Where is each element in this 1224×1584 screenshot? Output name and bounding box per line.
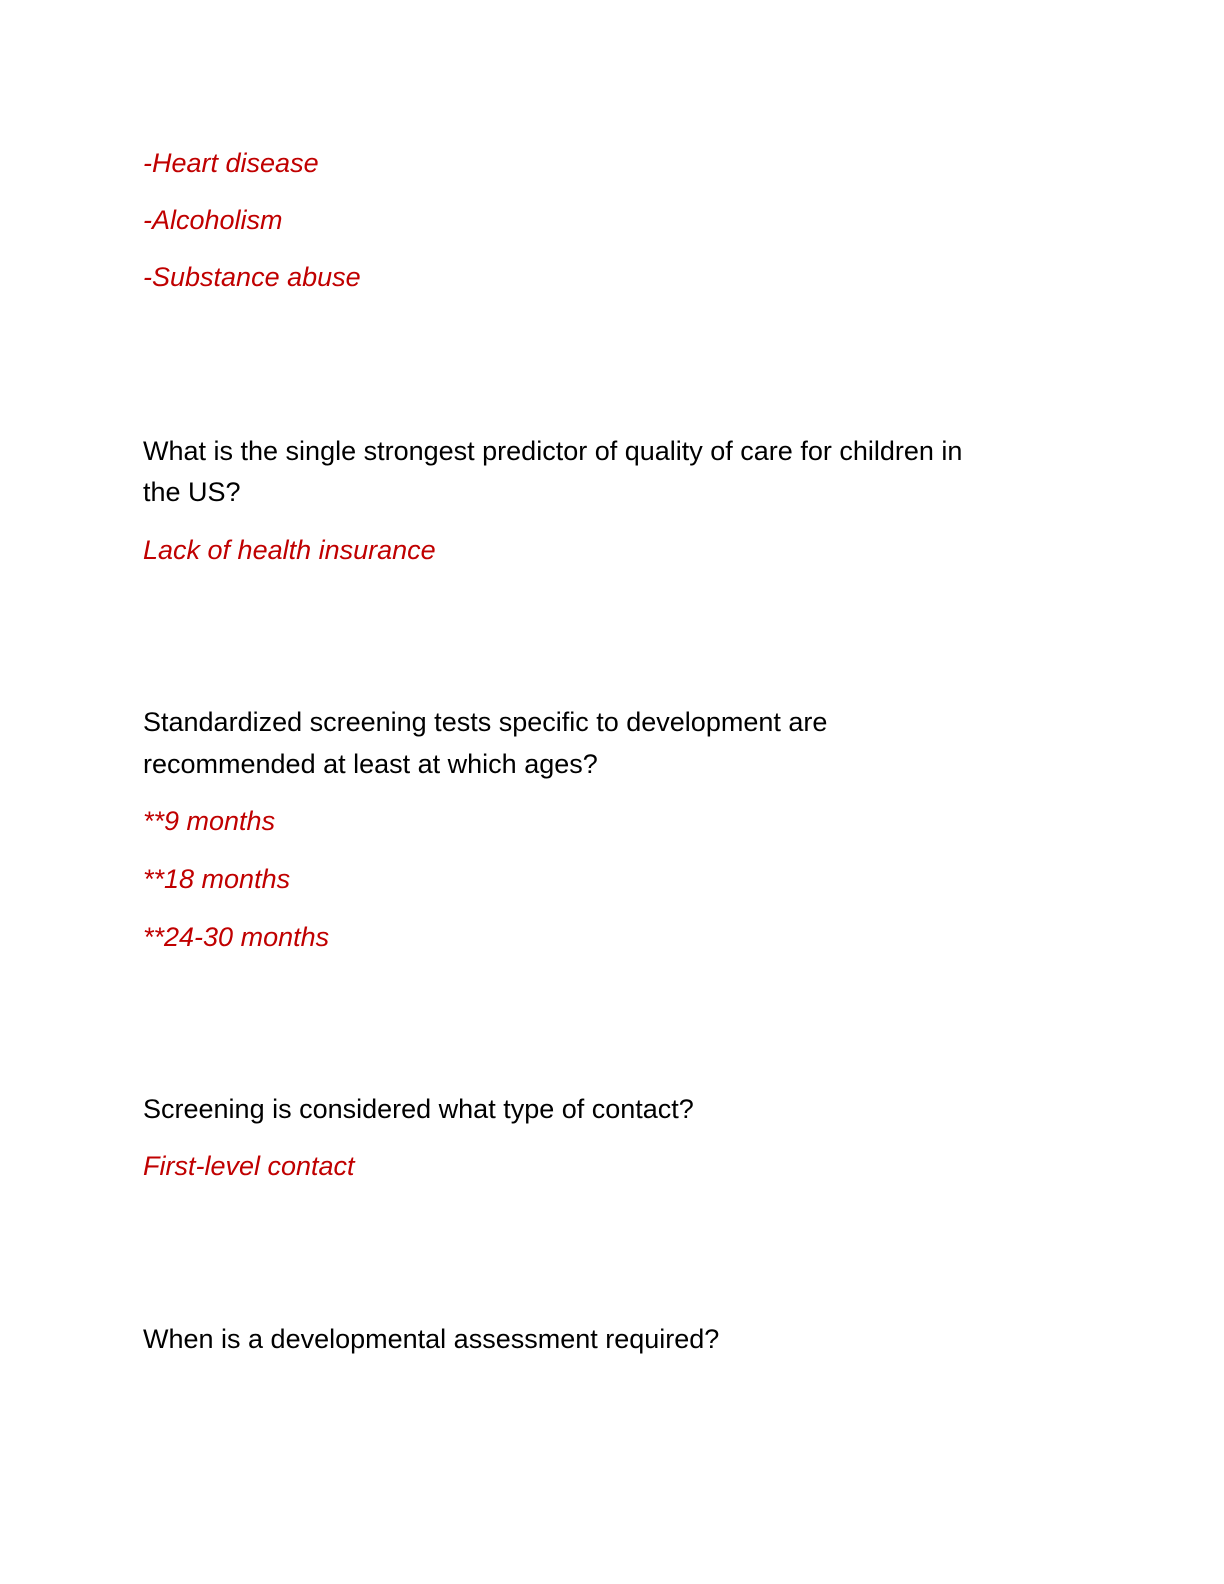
risk-item-alcoholism: -Alcoholism	[143, 205, 283, 235]
answer-2-item-3: **24-30 months	[143, 922, 330, 952]
answer-1: Lack of health insurance	[143, 535, 436, 565]
question-2-line-2: recommended at least at which ages?	[143, 749, 598, 779]
question-1-line-1: What is the single strongest predictor of quality of care for children in	[143, 436, 963, 466]
risk-item-heart-disease: -Heart disease	[143, 148, 319, 178]
question-3: Screening is considered what type of contact?	[143, 1094, 694, 1124]
answer-2-item-1: **9 months	[143, 806, 276, 836]
risk-item-substance-abuse: -Substance abuse	[143, 262, 361, 292]
question-4: When is a developmental assessment required?	[143, 1324, 720, 1354]
question-2-line-1: Standardized screening tests specific to development are	[143, 707, 828, 737]
answer-2-item-2: **18 months	[143, 864, 291, 894]
answer-3: First-level contact	[143, 1151, 355, 1181]
question-1-line-2: the US?	[143, 477, 241, 507]
